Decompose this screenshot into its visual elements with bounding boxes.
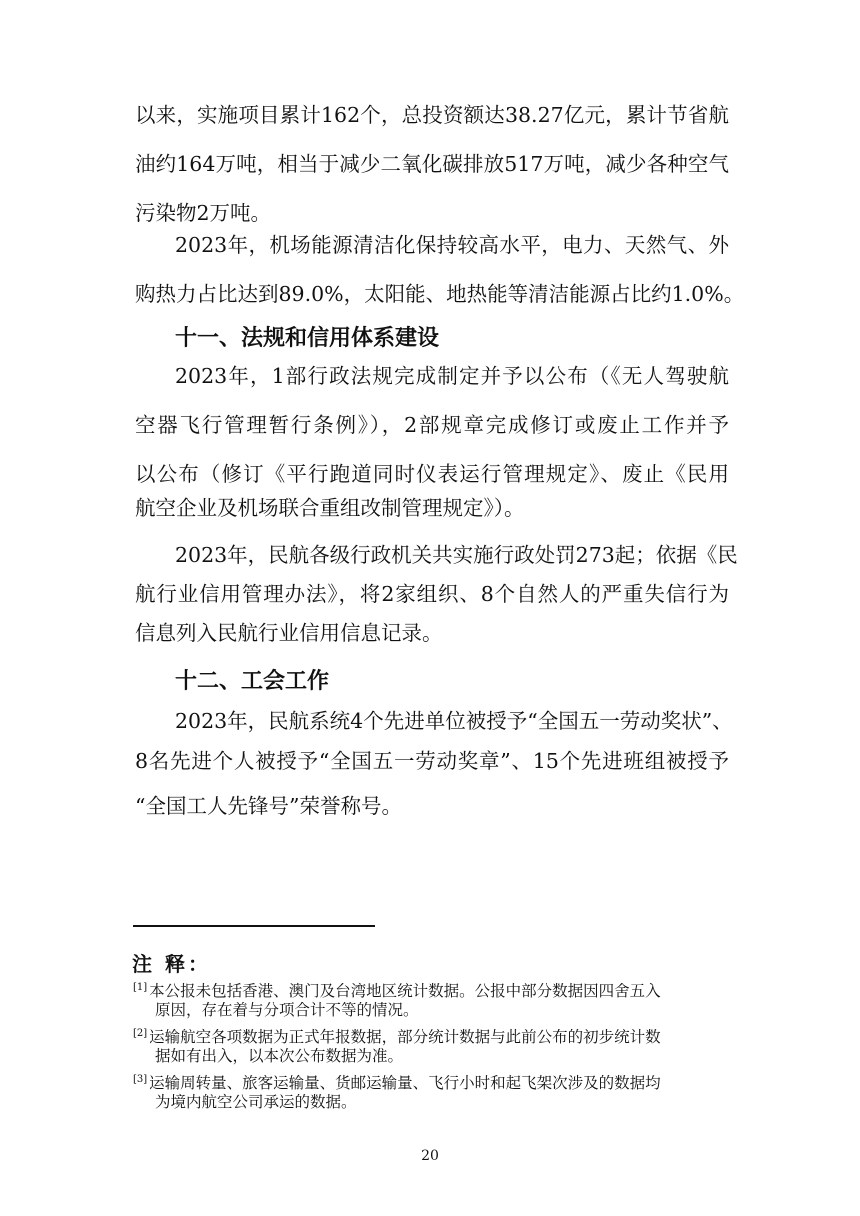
- footnote-text: 据如有出入，以本次公布数据为准。: [155, 1047, 404, 1065]
- body-line: 购热力占比达到89.0%，太阳能、地热能等清洁能源占比约1.0%。: [135, 282, 745, 306]
- body-line: 航行业信用管理办法》，将2家组织、8个自然人的严重失信行为: [135, 582, 729, 606]
- footnote-text: 为境内航空公司承运的数据。: [155, 1093, 357, 1111]
- body-line: 2023年，民航系统4个先进单位被授予“全国五一劳动奖状”、: [175, 709, 733, 733]
- footnote-divider: [133, 925, 375, 927]
- body-line: 以公布（修订《平行跑道同时仪表运行管理规定》、废止《民用: [135, 462, 729, 486]
- body-line: 8名先进个人被授予“全国五一劳动奖章”、15个先进班组被授予: [135, 749, 729, 773]
- body-line: 油约164万吨，相当于减少二氧化碳排放517万吨，减少各种空气: [135, 152, 729, 176]
- body-line: 以来，实施项目累计162个，总投资额达38.27亿元，累计节省航: [135, 103, 729, 127]
- body-line: 航空企业及机场联合重组改制管理规定》）。: [135, 496, 525, 520]
- body-line: 2023年，1部行政法规完成制定并予以公布（《无人驾驶航: [175, 364, 729, 388]
- footnote-text: 运输周转量、旅客运输量、货邮运输量、飞行小时和起飞架次涉及的数据均: [149, 1074, 661, 1092]
- section-heading: 十一、法规和信用体系建设: [175, 326, 440, 351]
- footnote-text: 运输航空各项数据为正式年报数据，部分统计数据与此前公布的初步统计数: [149, 1028, 661, 1046]
- body-line: 2023年，机场能源清洁化保持较高水平，电力、天然气、外: [175, 233, 729, 257]
- footnote-mark: [3]: [133, 1074, 148, 1085]
- notes-title: 注 释：: [132, 952, 211, 976]
- footnote-text: 原因，存在着与分项合计不等的情况。: [155, 1001, 419, 1019]
- body-line: “全国工人先锋号”荣誉称号。: [135, 794, 402, 818]
- body-line: 信息列入民航行业信用信息记录。: [135, 621, 443, 645]
- footnote-mark: [1]: [133, 982, 148, 993]
- section-heading: 十二、工会工作: [175, 669, 330, 694]
- body-line: 2023年，民航各级行政机关共实施行政处罚273起；依据《民: [175, 543, 738, 567]
- body-line: 空器飞行管理暂行条例》），2部规章完成修订或废止工作并予: [135, 413, 729, 437]
- footnote-mark: [2]: [133, 1028, 148, 1039]
- body-line: 污染物2万吨。: [135, 201, 272, 225]
- footnote-text: 本公报未包括香港、澳门及台湾地区统计数据。公报中部分数据因四舍五入: [149, 982, 661, 1000]
- page-number: 20: [421, 1148, 439, 1164]
